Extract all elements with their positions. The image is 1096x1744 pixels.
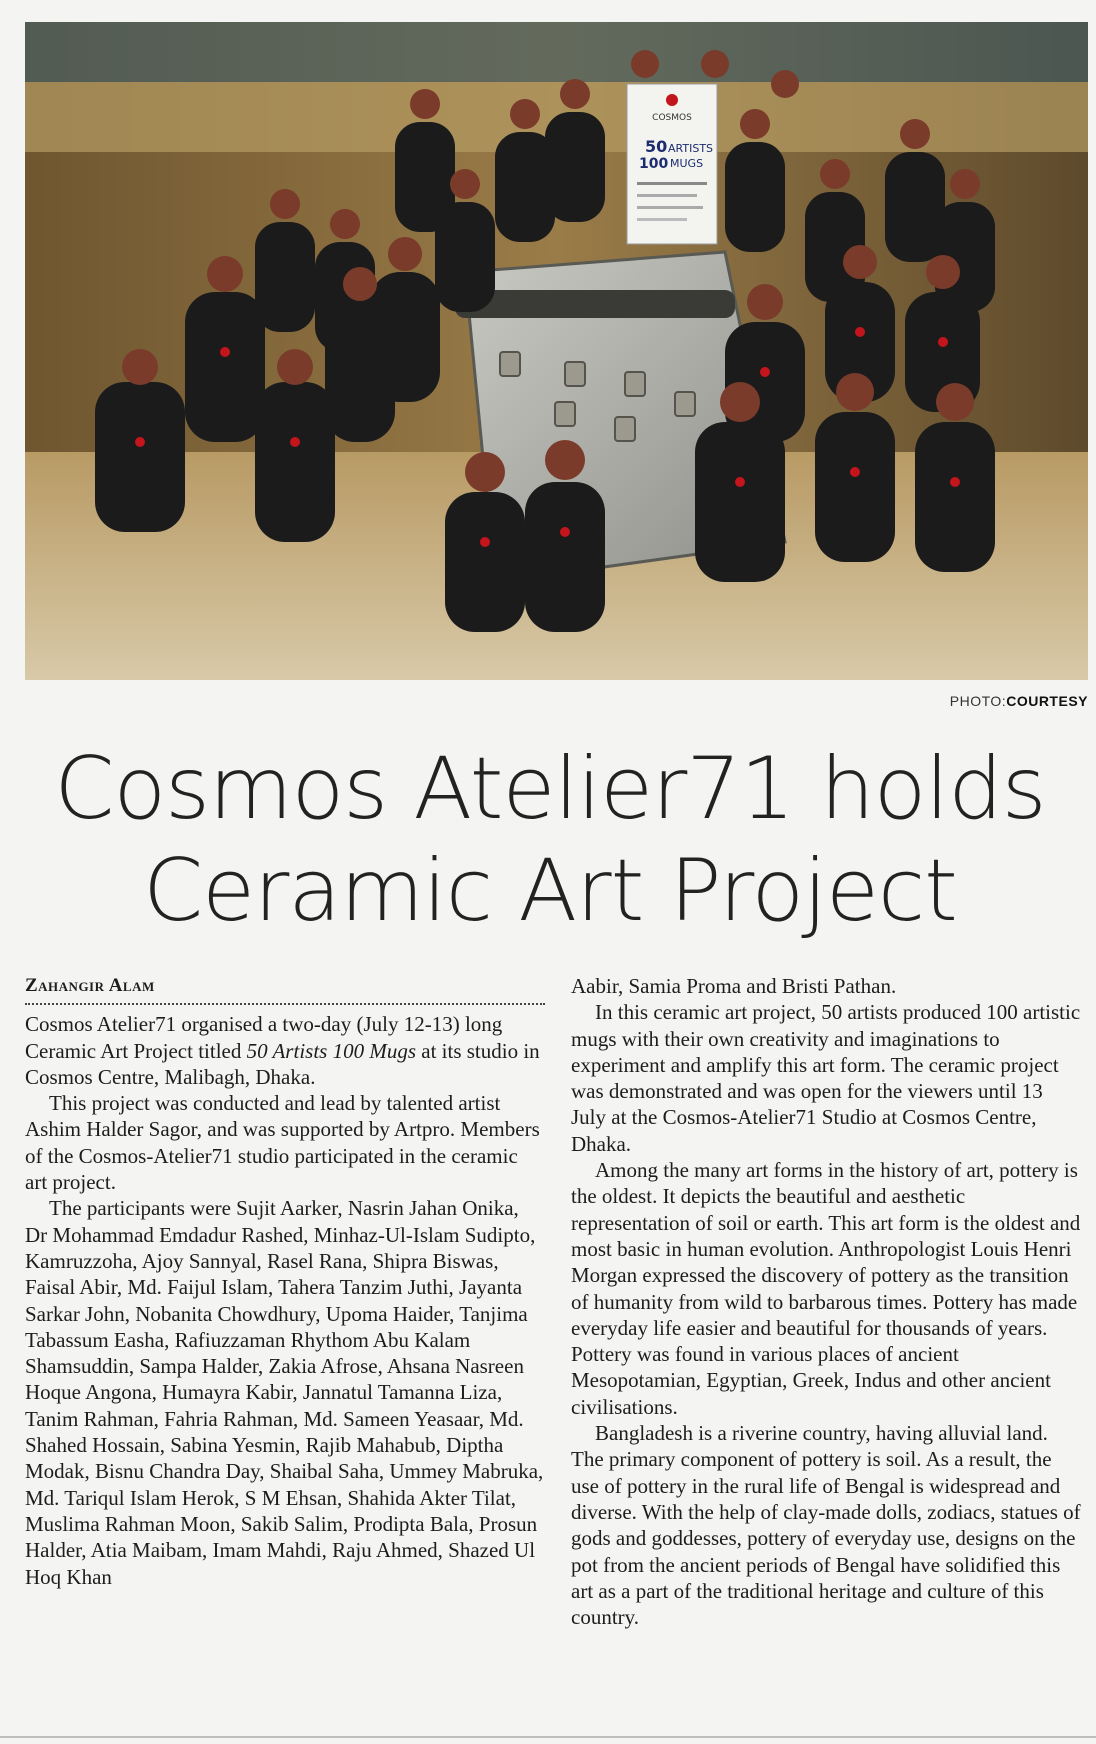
sign-mugs: MUGS (670, 157, 704, 170)
bottom-rule (0, 1736, 1096, 1738)
byline: Zahangir Alam (25, 973, 545, 1005)
article-column-left (25, 973, 545, 1590)
paragraph-6: Bangladesh is a riverine country, having alluvial land. The primary component of pottery is soil. As a result, the use of pottery in the rural life of Bengal is widespread and diverse. With the help of clay-made dolls, zodiacs, statues of gods and goddesses, pottery of everyday use, designs on the pot from the ancient periods of Bengal have solidified this art as a part of the traditional heritage and culture of this country. (571, 1421, 1081, 1630)
article-column-right (571, 973, 1083, 1630)
sign-num: 50 (645, 137, 668, 156)
paragraph-5: Among the many art forms in the history of art, pottery is the oldest. It depicts the beautiful and aesthetic representation of soil or earth. This art form is the oldest and most basic in human evolution. Anthropologist Louis Henri Morgan expressed the discovery of pottery as the transition of humanity from wild to barbarous times. Pottery has made everyday life easier and beautiful for thousands of years. Pottery was found in various places of ancient Mesopotamian, Egyptian, Greek, Indus and other ancient civilisations. (571, 1158, 1081, 1419)
group-photo-illustration (25, 22, 1088, 680)
headline-line-2: Ceramic Art Project (143, 841, 957, 941)
group-photo (25, 22, 1088, 680)
project-title: 50 Artists 100 Mugs (246, 1038, 416, 1063)
sign-num2: 100 (639, 156, 669, 172)
headline-line-1: Cosmos Atelier71 holds (54, 739, 1046, 839)
sign-artists: ARTISTS (668, 142, 714, 155)
photo-credit (950, 693, 1088, 709)
paragraph-1-part-b: at its studio in Cosmos Centre, Malibagh, Dhaka. (25, 1038, 540, 1089)
paragraph-3-continued: Aabir, Samia Proma and Bristi Pathan. (571, 974, 897, 998)
sign-brand: COSMOS (652, 113, 692, 123)
photo-credit-label: COURTESY (1006, 693, 1088, 709)
headline (20, 738, 1080, 942)
paragraph-2: This project was conducted and lead by talented artist Ashim Halder Sagor, and was supported by Artpro. Members of the Cosmos-Atelier71 studio participated in the ceramic art project. (25, 1091, 540, 1195)
paragraph-1 (25, 1011, 545, 1090)
paragraph-3: The participants were Sujit Aarker, Nasrin Jahan Onika, Dr Mohammad Emdadur Rashed, Minhaz-Ul-Islam Sudipto, Kamruzzoha, Ajoy Sannyal, Rasel Rana, Shipra Biswas, Faisal Abir, Md. Faijul Islam, Tahera Tanzim Juthi, Jayanta Sarkar John, Nobanita Chowdhury, Upoma Haider, Tanjima Tabassum Easha, Rafiuzzaman Rhythom Abu Kalam Shamsuddin, Sampa Halder, Zakia Afrose, Ahsana Nasreen Hoque Angona, Humayra Kabir, Jannatul Tamanna Liza, Tanim Rahman, Fahria Rahman, Md. Sameen Yeasaar, Md. Shahed Hossain, Sabina Yesmin, Rajib Mahabub, Diptha Modak, Bisnu Chandra Day, Shaibal Saha, Ummey Mabruka, Md. Tariqul Islam Herok, S M Ehsan, Shahida Akter Tilat, Muslima Rahman Moon, Sakib Salim, Prodipta Bala, Prosun Halder, Atia Maibam, Imam Mahdi, Raju Ahmed, Shazed Ul Hoq Khan (25, 1196, 544, 1589)
paragraph-4: In this ceramic art project, 50 artists produced 100 artistic mugs with their own creativity and imaginations to experiment and amplify this art form. The ceramic project was demonstrated and was open for the viewers until 13 July at the Cosmos-Atelier71 Studio at Cosmos Centre, Dhaka. (571, 1000, 1081, 1156)
paragraph-1-part-a: Cosmos Atelier71 organised a two-day (July 12-13) long Ceramic Art Project titled (25, 1012, 503, 1063)
photo-credit-prefix: PHOTO: (949, 693, 1007, 709)
